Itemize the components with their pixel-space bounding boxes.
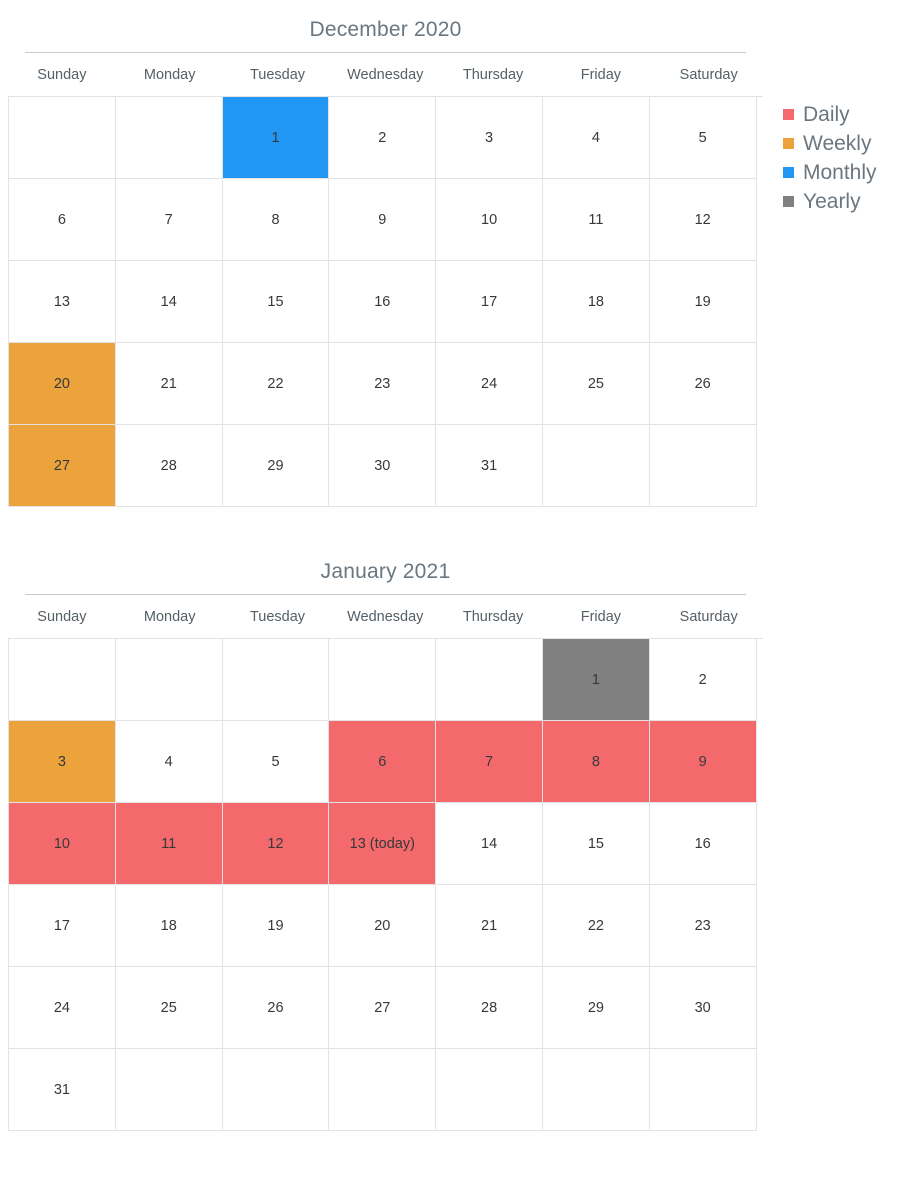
- day-cell[interactable]: 23: [329, 343, 436, 425]
- month-grid: [8, 638, 763, 1131]
- day-cell[interactable]: 11: [543, 179, 650, 261]
- weekday-monday: Monday: [143, 67, 196, 83]
- title-divider: [25, 52, 746, 53]
- day-cell[interactable]: 15: [223, 261, 330, 343]
- day-cell-empty: [329, 1049, 436, 1131]
- week-row: [9, 885, 763, 967]
- month-grid: [8, 96, 763, 507]
- day-cell[interactable]: 20: [9, 343, 116, 425]
- day-cell[interactable]: 24: [9, 967, 116, 1049]
- day-cell[interactable]: 19: [650, 261, 757, 343]
- day-cell-empty: [116, 1049, 223, 1131]
- month-title: December 2020: [309, 18, 462, 41]
- day-cell[interactable]: 2: [650, 639, 757, 721]
- day-cell[interactable]: 8: [543, 721, 650, 803]
- legend-item-weekly[interactable]: [783, 129, 913, 158]
- day-cell[interactable]: 5: [223, 721, 330, 803]
- day-cell[interactable]: 19: [223, 885, 330, 967]
- week-row: [9, 967, 763, 1049]
- day-cell[interactable]: 27: [9, 425, 116, 507]
- day-cell[interactable]: 22: [543, 885, 650, 967]
- legend-swatch-icon: [783, 138, 794, 149]
- legend-swatch-icon: [783, 109, 794, 120]
- day-cell[interactable]: 25: [543, 343, 650, 425]
- day-cell[interactable]: 6: [9, 179, 116, 261]
- day-cell-empty: [329, 639, 436, 721]
- day-cell[interactable]: 16: [650, 803, 757, 885]
- weekday-wednesday: Wednesday: [347, 609, 424, 625]
- day-cell[interactable]: 14: [436, 803, 543, 885]
- week-row: [9, 639, 763, 721]
- day-cell[interactable]: 2: [329, 97, 436, 179]
- weekday-monday: Monday: [143, 609, 196, 625]
- day-cell-empty: [543, 425, 650, 507]
- week-row: [9, 1049, 763, 1131]
- legend-label: Yearly: [803, 189, 861, 213]
- day-cell-empty: [9, 639, 116, 721]
- legend-item-daily[interactable]: [783, 100, 913, 129]
- day-cell[interactable]: 26: [650, 343, 757, 425]
- day-cell[interactable]: 30: [650, 967, 757, 1049]
- legend-item-yearly[interactable]: [783, 187, 913, 216]
- day-cell[interactable]: 4: [116, 721, 223, 803]
- day-cell-empty: [436, 639, 543, 721]
- day-cell-empty: [436, 1049, 543, 1131]
- week-row: [9, 97, 763, 179]
- legend-label: Monthly: [803, 160, 877, 184]
- day-cell[interactable]: 1: [543, 639, 650, 721]
- day-cell[interactable]: 5: [650, 97, 757, 179]
- day-cell[interactable]: 17: [9, 885, 116, 967]
- day-cell[interactable]: 23: [650, 885, 757, 967]
- weekday-sunday: Sunday: [37, 609, 87, 625]
- day-cell[interactable]: 26: [223, 967, 330, 1049]
- day-cell[interactable]: 7: [116, 179, 223, 261]
- day-cell[interactable]: 10: [9, 803, 116, 885]
- weekday-header: [8, 609, 763, 638]
- month-title: January 2021: [320, 560, 451, 583]
- weekday-tuesday: Tuesday: [249, 609, 306, 625]
- weekday-saturday: Saturday: [679, 609, 738, 625]
- day-cell[interactable]: 28: [116, 425, 223, 507]
- day-cell[interactable]: 4: [543, 97, 650, 179]
- day-cell[interactable]: 25: [116, 967, 223, 1049]
- day-cell[interactable]: 12: [223, 803, 330, 885]
- day-cell[interactable]: 14: [116, 261, 223, 343]
- day-cell[interactable]: 18: [116, 885, 223, 967]
- calendar-month-december: [8, 18, 763, 507]
- legend-item-monthly[interactable]: [783, 158, 913, 187]
- legend-label: Weekly: [803, 131, 872, 155]
- day-cell[interactable]: 12: [650, 179, 757, 261]
- day-cell[interactable]: 8: [223, 179, 330, 261]
- day-cell[interactable]: 13: [9, 261, 116, 343]
- day-cell-empty: [650, 1049, 757, 1131]
- day-cell[interactable]: 21: [436, 885, 543, 967]
- day-cell[interactable]: 7: [436, 721, 543, 803]
- day-cell[interactable]: 30: [329, 425, 436, 507]
- day-cell-empty: [9, 97, 116, 179]
- week-row: [9, 803, 763, 885]
- day-cell-empty: [223, 1049, 330, 1131]
- weekday-wednesday: Wednesday: [347, 67, 424, 83]
- day-cell-empty: [223, 639, 330, 721]
- legend-swatch-icon: [783, 167, 794, 178]
- weekday-thursday: Thursday: [462, 609, 524, 625]
- day-cell[interactable]: 9: [650, 721, 757, 803]
- day-cell[interactable]: 11: [116, 803, 223, 885]
- day-cell[interactable]: 17: [436, 261, 543, 343]
- day-cell-empty: [543, 1049, 650, 1131]
- day-cell[interactable]: 9: [329, 179, 436, 261]
- weekday-header: [8, 67, 763, 96]
- day-cell[interactable]: 16: [329, 261, 436, 343]
- day-cell[interactable]: 10: [436, 179, 543, 261]
- day-cell[interactable]: 24: [436, 343, 543, 425]
- week-row: [9, 343, 763, 425]
- day-cell[interactable]: 31: [9, 1049, 116, 1131]
- weekday-sunday: Sunday: [37, 67, 87, 83]
- day-cell[interactable]: 29: [223, 425, 330, 507]
- day-cell[interactable]: 20: [329, 885, 436, 967]
- day-cell[interactable]: 27: [329, 967, 436, 1049]
- weekday-thursday: Thursday: [462, 67, 524, 83]
- day-cell[interactable]: 15: [543, 803, 650, 885]
- weekday-saturday: Saturday: [679, 67, 738, 83]
- weekday-friday: Friday: [580, 609, 622, 625]
- legend: [783, 100, 913, 216]
- day-cell[interactable]: 3: [436, 97, 543, 179]
- day-cell[interactable]: 13 (today): [329, 803, 436, 885]
- day-cell-empty: [116, 639, 223, 721]
- weekday-tuesday: Tuesday: [249, 67, 306, 83]
- calendar-month-january: [8, 560, 763, 1131]
- week-row: [9, 425, 763, 507]
- week-row: [9, 721, 763, 803]
- day-cell[interactable]: 31: [436, 425, 543, 507]
- week-row: [9, 179, 763, 261]
- day-cell[interactable]: 3: [9, 721, 116, 803]
- day-cell[interactable]: 1: [223, 97, 330, 179]
- title-divider: [25, 594, 746, 595]
- day-cell[interactable]: 21: [116, 343, 223, 425]
- day-cell-empty: [650, 425, 757, 507]
- day-cell-empty: [116, 97, 223, 179]
- week-row: [9, 261, 763, 343]
- weekday-friday: Friday: [580, 67, 622, 83]
- day-cell[interactable]: 6: [329, 721, 436, 803]
- day-cell[interactable]: 18: [543, 261, 650, 343]
- legend-label: Daily: [803, 102, 850, 126]
- legend-swatch-icon: [783, 196, 794, 207]
- day-cell[interactable]: 28: [436, 967, 543, 1049]
- day-cell[interactable]: 29: [543, 967, 650, 1049]
- day-cell[interactable]: 22: [223, 343, 330, 425]
